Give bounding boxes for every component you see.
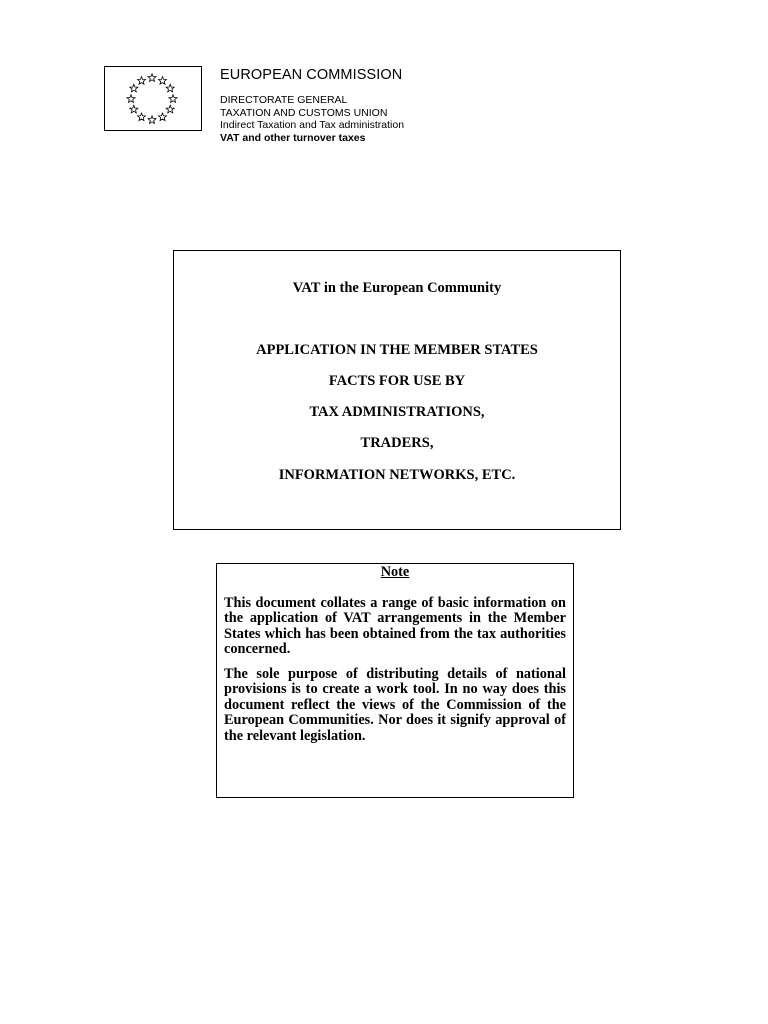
- header-line-3: Indirect Taxation and Tax administration: [220, 119, 405, 131]
- note-paragraph-2: The sole purpose of distributing details of national provisions is to create a work tool. In no way does this document reflect the views of the Commission of the European Communities. Nor does it signify approval of the relevant legislation.: [224, 665, 566, 744]
- main-title: VAT in the European Community: [292, 280, 502, 296]
- title-line-1: APPLICATION IN THE MEMBER STATES: [256, 342, 538, 358]
- star-icon: [159, 113, 167, 121]
- title-line-4: TRADERS,: [360, 435, 434, 451]
- star-icon: [159, 77, 167, 85]
- organization-name: EUROPEAN COMMISSION: [220, 67, 403, 83]
- star-icon: [138, 113, 146, 121]
- note-paragraph-1: This document collates a range of basic information on the application of VAT arrangements in the Member States which has been obtained from the tax authorities concerned.: [224, 594, 566, 657]
- header-line-2: TAXATION AND CUSTOMS UNION: [220, 106, 388, 119]
- star-icon: [148, 74, 156, 82]
- title-line-2: FACTS FOR USE BY: [328, 373, 466, 389]
- star-icon: [166, 84, 174, 92]
- header-bold-line: VAT and other turnover taxes: [220, 131, 366, 144]
- star-icon: [148, 116, 156, 124]
- note-heading: Note: [380, 564, 410, 580]
- star-icon: [130, 105, 138, 113]
- eu-logo: [104, 66, 202, 131]
- star-icon: [166, 105, 174, 113]
- star-icon: [169, 95, 177, 103]
- star-icon: [127, 95, 135, 103]
- title-line-5: INFORMATION NETWORKS, ETC.: [278, 467, 516, 483]
- star-icon: [138, 77, 146, 85]
- star-icon: [130, 84, 138, 92]
- title-box: [173, 250, 621, 530]
- eu-stars-icon: [105, 67, 201, 130]
- header: [220, 66, 404, 144]
- note-box: [216, 563, 574, 798]
- header-line-1: DIRECTORATE GENERAL: [220, 94, 348, 106]
- title-line-3: TAX ADMINISTRATIONS,: [309, 404, 485, 420]
